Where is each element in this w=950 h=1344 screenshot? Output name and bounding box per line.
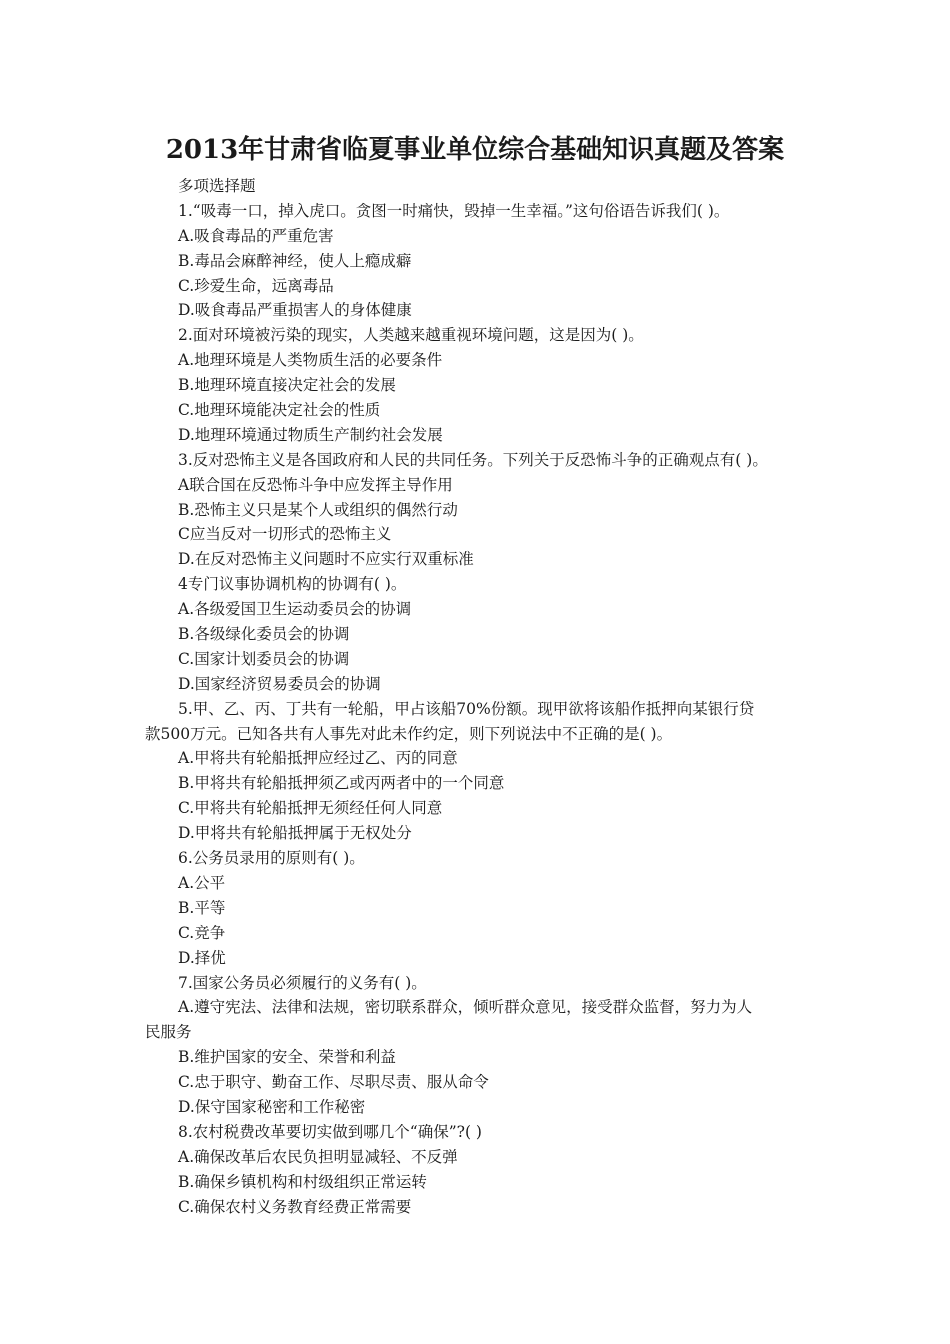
text-line: B.维护国家的安全、荣誉和利益: [178, 1048, 396, 1067]
text-line: B.毒品会麻醉神经，使人上瘾成癖: [178, 251, 412, 270]
text-line: B.确保乡镇机构和村级组织正常运转: [178, 1172, 427, 1191]
text-line: 2.面对环境被污染的现实，人类越来越重视环境问题，这是因为( )。: [178, 326, 644, 345]
text-line: C.甲将共有轮船抵押无须经任何人同意: [178, 799, 443, 818]
text-line: 7.国家公务员必须履行的义务有( )。: [178, 973, 427, 992]
text-line: D.甲将共有轮船抵押属于无权处分: [178, 824, 412, 843]
text-line: A.地理环境是人类物质生活的必要条件: [178, 351, 443, 370]
text-line: C.国家计划委员会的协调: [178, 649, 350, 668]
text-line: B.地理环境直接决定社会的发展: [178, 376, 396, 395]
text-line: B.恐怖主义只是某个人或组织的偶然行动: [178, 500, 458, 519]
text-line: C.确保农村义务教育经费正常需要: [178, 1197, 412, 1216]
text-line: 5.甲、乙、丙、丁共有一轮船，甲占该船70%份额。现甲欲将该船作抵押向某银行贷: [178, 699, 755, 718]
document-title: 2013年甘肃省临夏事业单位综合基础知识真题及答案: [165, 135, 785, 165]
text-line: A.甲将共有轮船抵押应经过乙、丙的同意: [178, 749, 458, 768]
text-line: 民服务: [145, 1023, 192, 1042]
text-line: 3.反对恐怖主义是各国政府和人民的共同任务。下列关于反恐怖斗争的正确观点有( )。: [178, 450, 768, 469]
text-line: D.吸食毒品严重损害人的身体健康: [178, 301, 412, 320]
text-line: D.保守国家秘密和工作秘密: [178, 1097, 366, 1116]
text-line: C.地理环境能决定社会的性质: [178, 401, 381, 420]
document-body: [145, 174, 825, 1219]
text-line: C.珍爱生命，远离毒品: [178, 276, 334, 295]
text-line: 4专门议事协调机构的协调有( )。: [178, 575, 407, 594]
text-line: B.平等: [178, 898, 226, 917]
text-line: C.忠于职守、勤奋工作、尽职尽责、服从命令: [178, 1073, 489, 1092]
text-line: 8.农村税费改革要切实做到哪几个“确保”?( ): [178, 1122, 482, 1141]
text-line: 款500万元。已知各共有人事先对此未作约定，则下列说法中不正确的是( )。: [145, 724, 673, 743]
text-line: A联合国在反恐怖斗争中应发挥主导作用: [178, 475, 453, 494]
text-line: A.吸食毒品的严重危害: [178, 226, 334, 245]
text-line: 6.公务员录用的原则有( )。: [178, 849, 365, 868]
text-line: D.地理环境通过物质生产制约社会发展: [178, 425, 443, 444]
text-line: D.国家经济贸易委员会的协调: [178, 674, 381, 693]
text-line: A.公平: [178, 873, 226, 892]
text-line: A.各级爱国卫生运动委员会的协调: [178, 600, 412, 619]
text-line: C应当反对一切形式的恐怖主义: [178, 525, 392, 544]
text-line: 多项选择题: [178, 177, 256, 195]
text-line: B.各级绿化委员会的协调: [178, 625, 350, 644]
text-line: A.遵守宪法、法律和法规，密切联系群众，倾听群众意见，接受群众监督，努力为人: [178, 998, 753, 1017]
text-line: B.甲将共有轮船抵押须乙或丙两者中的一个同意: [178, 774, 505, 793]
text-line: C.竞争: [178, 923, 226, 942]
text-line: A.确保改革后农民负担明显减轻、不反弹: [178, 1147, 458, 1166]
text-line: D.在反对恐怖主义问题时不应实行双重标准: [178, 550, 474, 569]
text-line: D.择优: [178, 948, 226, 967]
text-line: 1.“吸毒一口，掉入虎口。贪图一时痛快，毁掉一生幸福。”这句俗语告诉我们( )。: [178, 201, 730, 220]
